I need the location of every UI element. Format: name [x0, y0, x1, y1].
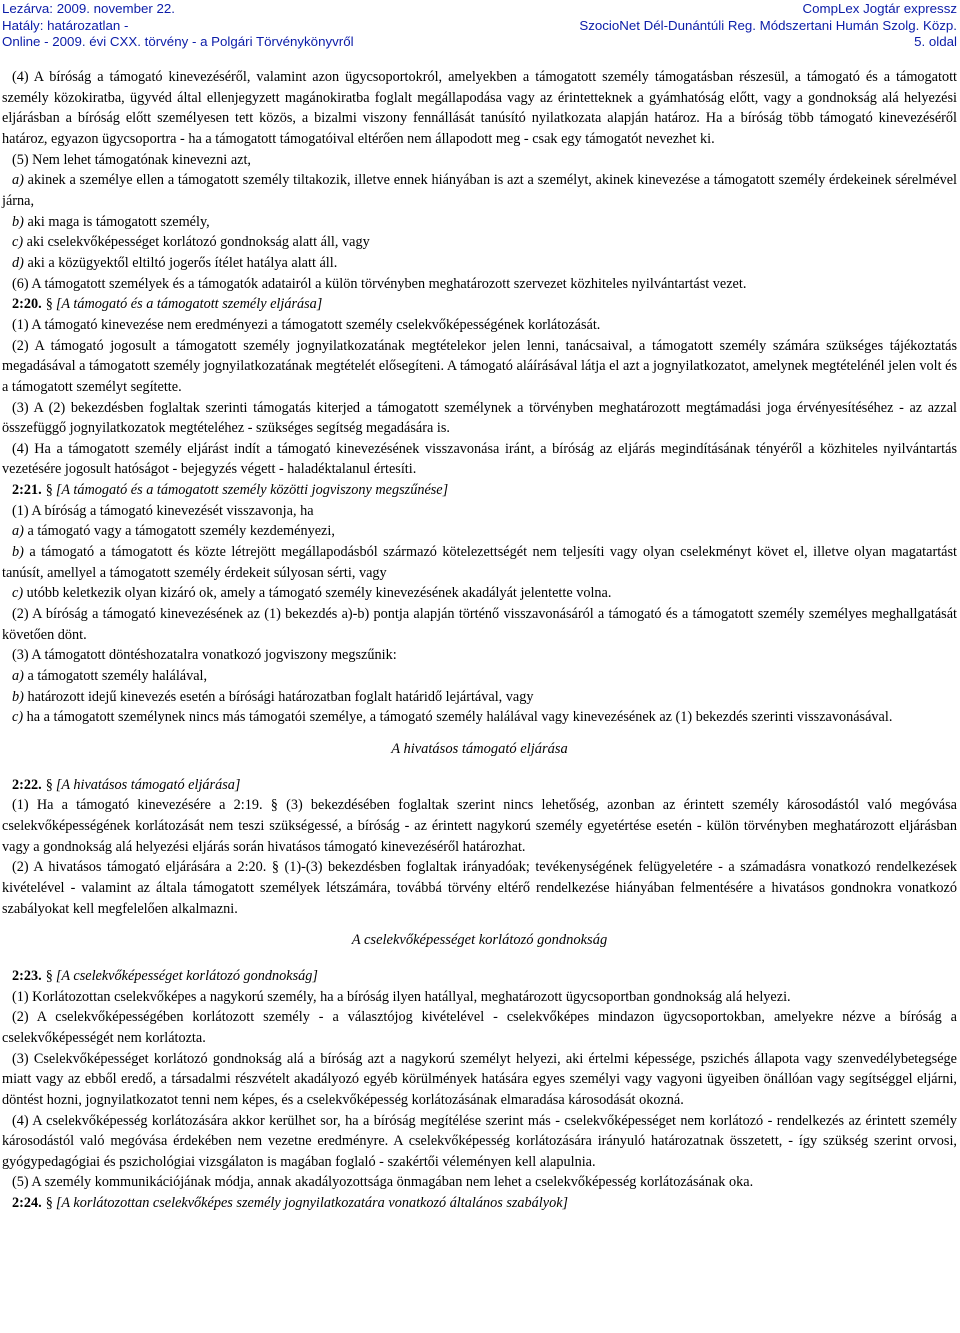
section-number: 2:22.: [12, 776, 42, 793]
list-item: [2, 687, 957, 708]
list-item-marker: c): [12, 585, 24, 602]
closing-date-text: Lezárva: 2009. november 22.: [2, 1, 175, 16]
paragraph: (3) A (2) bekezdésben foglaltak szerinti támogatás kiterjed a támogatott személynek a törvényben meghatározott megtámadási joga érvényesítéséhez - az azzal összefüggő jognyilatkozatok megtételéhez - szükséges segítség megadására is.: [2, 399, 957, 437]
page-header: [0, 0, 960, 52]
list-item-marker: a): [12, 668, 24, 685]
paragraph: (4) A bíróság a támogató kinevezéséről, valamint azon ügycsoportokról, amelyekben a támogatott személy támogatásban részesül, a támogató és a támogatott személy közokiratba, ügyvéd által ellenjegyzett magánokiratba foglalt megállapodása vagy az érintetteknek a gyámhatóság előtt, vagy a gondnokság alá helyezési eljárásban a bíróság előtt személyesen tett közös, a bizalmi viszony fennállását tanúsító nyilatkozata alapján határoz. Ha a bíróság több támogató kinevezéséről határoz, egyazon ügycsoportra - ha a támogatott támogatóival eltérően nem állapodott meg - csak egy támogatót nevezhet ki.: [2, 69, 957, 147]
list-item: [2, 232, 957, 253]
list-item: [2, 212, 957, 233]
product-name-text: CompLex Jogtár expressz: [802, 1, 957, 16]
list-item: [2, 170, 957, 211]
list-item-marker: c): [12, 234, 24, 251]
paragraph: (1) A bíróság a támogató kinevezését visszavonja, ha: [12, 502, 314, 519]
document-title-text: Online - 2009. évi CXX. törvény - a Polgári Törvénykönyvről: [2, 34, 354, 50]
chapter-heading: A hivatásos támogató eljárása: [391, 741, 568, 757]
list-item-marker: a): [12, 523, 24, 540]
licensee-text: SzocioNet Dél-Dunántúli Reg. Módszertani Humán Szolg. Közp.: [579, 17, 957, 33]
paragraph: (1) Korlátozottan cselekvőképes a nagykorú személy, ha a bíróság ilyen hatállyal, meghatározott ügycsoportban gondnokság alá helyezi.: [12, 988, 791, 1005]
list-item: [2, 521, 957, 542]
section-heading: [2, 1193, 957, 1214]
list-item: [2, 666, 957, 687]
paragraph: (1) A támogató kinevezése nem eredményezi a támogatott személy cselekvőképességének korlátozását.: [12, 316, 601, 333]
list-item-text: akinek a személye ellen a támogatott személy tiltakozik, illetve ennek hiányában is azt a személyt, akinek kinevezése a támogatott személy érdekeinek sérelmével járna,: [2, 172, 958, 209]
list-item-text: aki a közügyektől eltiltó jogerős ítélet hatálya alatt áll.: [27, 254, 338, 271]
section-number: 2:23.: [12, 967, 42, 984]
list-item-marker: a): [12, 172, 24, 189]
list-item-text: utóbb keletkezik olyan kizáró ok, amely a támogató személy kinevezésének akadályát jelentette volna.: [26, 585, 612, 602]
page-number-text: 5. oldal: [914, 34, 957, 50]
chapter-heading: A cselekvőképességet korlátozó gondnokság: [351, 932, 608, 949]
list-item-text: aki cselekvőképességet korlátozó gondnokság alatt áll, vagy: [26, 234, 370, 251]
list-item-marker: b): [12, 544, 24, 561]
paragraph: (2) A cselekvőképességében korlátozott személy - a választójog kivételével - cselekvőképes mindazon ügycsoportokban, amelyekre nézve a bíróság a cselekvőképességét nem korlátozta.: [2, 1009, 957, 1046]
section-title: [A cselekvőképességet korlátozó gondnokság]: [55, 967, 318, 984]
section-symbol-icon: §: [45, 1195, 53, 1212]
section-number: 2:24.: [12, 1195, 42, 1212]
paragraph: (4) A cselekvőképesség korlátozására akkor kerülhet sor, ha a bíróság megítélése szerint más - cselekvőképességet nem korlátozó - rendelkezés az érintett személy károsodástól való megóvása érdekében nem vezetne eredményre. A cselekvőképesség korlátozására irányuló határozatnak összetett, - így szükség szerint orvosi, gyógypedagógiai és pszichológiai vizsgálaton is magában foglaló - szakértői véleményen kell alapulnia.: [2, 1112, 957, 1170]
list-item-marker: d): [12, 254, 24, 271]
section-title: [A támogató és a támogatott személy eljárása]: [55, 296, 323, 313]
list-item-marker: b): [12, 688, 24, 705]
list-item: [2, 542, 957, 583]
paragraph: (5) Nem lehet támogatónak kinevezni azt,: [12, 151, 251, 168]
list-item-text: a támogatott személy halálával,: [27, 668, 208, 685]
section-number: 2:21.: [12, 482, 42, 499]
list-item-marker: c): [12, 709, 24, 726]
header-right-block: [579, 1, 957, 51]
paragraph: (2) A bíróság a támogató kinevezésének az (1) bekezdés a)-b) pontja alapján történő visszavonásáról a támogató és a támogatott személy személyes meghallgatását követően dönt.: [2, 606, 957, 643]
validity-text: Hatály: határozatlan -: [2, 17, 129, 33]
paragraph: (2) A hivatásos támogató eljárására a 2:20. § (1)-(3) bekezdésben foglaltak irányadóak; tevékenységének felügyeletére - a számadásra vonatkozó rendelkezések kivételével - valamint az általa támogatott személyek létszámára, továbbá törvény eltérő rendelkezése hiányában felmentésére a hivatásos gondnokra vonatkozó szabályokat kell megfelelően alkalmazni.: [2, 859, 957, 917]
section-title: [A korlátozottan cselekvőképes személy jognyilatkozatára vonatkozó általános szabályok]: [55, 1195, 569, 1212]
list-item: [2, 707, 957, 728]
paragraph: (3) A támogatott döntéshozatalra vonatkozó jogviszony megszűnik:: [12, 647, 397, 664]
section-symbol-icon: §: [45, 296, 53, 313]
section-heading: [2, 966, 957, 987]
section-heading: [2, 775, 957, 796]
paragraph: (5) A személy kommunikációjának módja, annak akadályozottsága önmagában nem lehet a cselekvőképesség korlátozásának oka.: [12, 1174, 754, 1191]
list-item-text: a támogató vagy a támogatott személy kezdeményezi,: [27, 523, 335, 540]
paragraph: (6) A támogatott személyek és a támogatók adatairól a külön törvényben meghatározott szervezet közhiteles nyilvántartást vezet.: [12, 275, 747, 292]
list-item-text: aki maga is támogatott személy,: [27, 213, 210, 230]
section-title: [A támogató és a támogatott személy közötti jogviszony megszűnése]: [55, 482, 449, 499]
section-symbol-icon: §: [45, 482, 53, 499]
document-body: [2, 67, 957, 1214]
list-item: [2, 253, 957, 274]
list-item: [2, 583, 957, 604]
section-symbol-icon: §: [45, 967, 53, 984]
section-title: [A hivatásos támogató eljárása]: [55, 776, 241, 793]
paragraph: (1) Ha a támogató kinevezésére a 2:19. § (3) bekezdésében foglaltak szerint nincs lehetőség, azonban az érintett személy károsodástól való megóvása cselekvőképességének korlátozását nem teszi szükségessé, a bíróság - az érintett nagykorú személy egyetértése esetén - külön törvényben meghatározott eljárásban vagy a gondnokság alá helyezési eljárás során hivatásos támogató kinevezéséről határozhat.: [2, 797, 957, 855]
paragraph: (2) A támogató jogosult a támogatott személy jognyilatkozatának megtételekor jelen lenni, tanácsaival, a támogatott személy számára szükséges tájékoztatás megadásával a támogatott személy jognyilatkozatának megtételét elősegíteni. A támogató aláírásával látja el azt a jognyilatkozatot, amelynek megtételénél jelen volt és a támogatott személyt segítette.: [2, 337, 957, 395]
list-item-marker: b): [12, 213, 24, 230]
paragraph: (4) Ha a támogatott személy eljárást indít a támogató kinevezésének visszavonása iránt, a bíróság az eljárás megindításának tényéről a közhiteles nyilvántartás vezetésére jogosult hatóságot - bejegyzés végett - haladéktalanul értesíti.: [2, 440, 957, 478]
list-item-text: határozott idejű kinevezés esetén a bírósági határozatban foglalt határidő lejártával, vagy: [27, 688, 534, 705]
list-item-text: a támogató a támogatott és közte létrejött megállapodásból származó kötelezettségét nem teljesíti vagy olyan cselekményt követ el, illetve olyan magatartást tanúsít, amellyel a támogatott személy érdekeit súlyosan sérti, vagy: [2, 544, 957, 581]
paragraph: (3) Cselekvőképességet korlátozó gondnokság alá a bíróság azt a nagykorú személyt helyezi, aki értelmi képessége, pszichés állapota vagy szenvedélybetegsége miatt vagy az ebből eredő, a társadalmi részvételt akadályozó egyéb körülmények hatására egyes személyi vagy vagyoni ügyeiben önállóan vagy segítséggel eljárni, döntést hozni, jognyilatkozatot tenni nem képes, és a cselekvőképesség korlátozásának elmaradása károsodását okozná.: [2, 1050, 957, 1108]
list-item-text: ha a támogatott személynek nincs más támogatói személye, a támogató személy halálával vagy kinevezésének az (1) bekezdés szerinti visszavonásával.: [26, 709, 893, 726]
section-heading: [2, 294, 957, 315]
header-left-block: [2, 1, 354, 51]
section-heading: [2, 480, 957, 501]
section-symbol-icon: §: [45, 776, 53, 793]
section-number: 2:20.: [12, 296, 42, 313]
